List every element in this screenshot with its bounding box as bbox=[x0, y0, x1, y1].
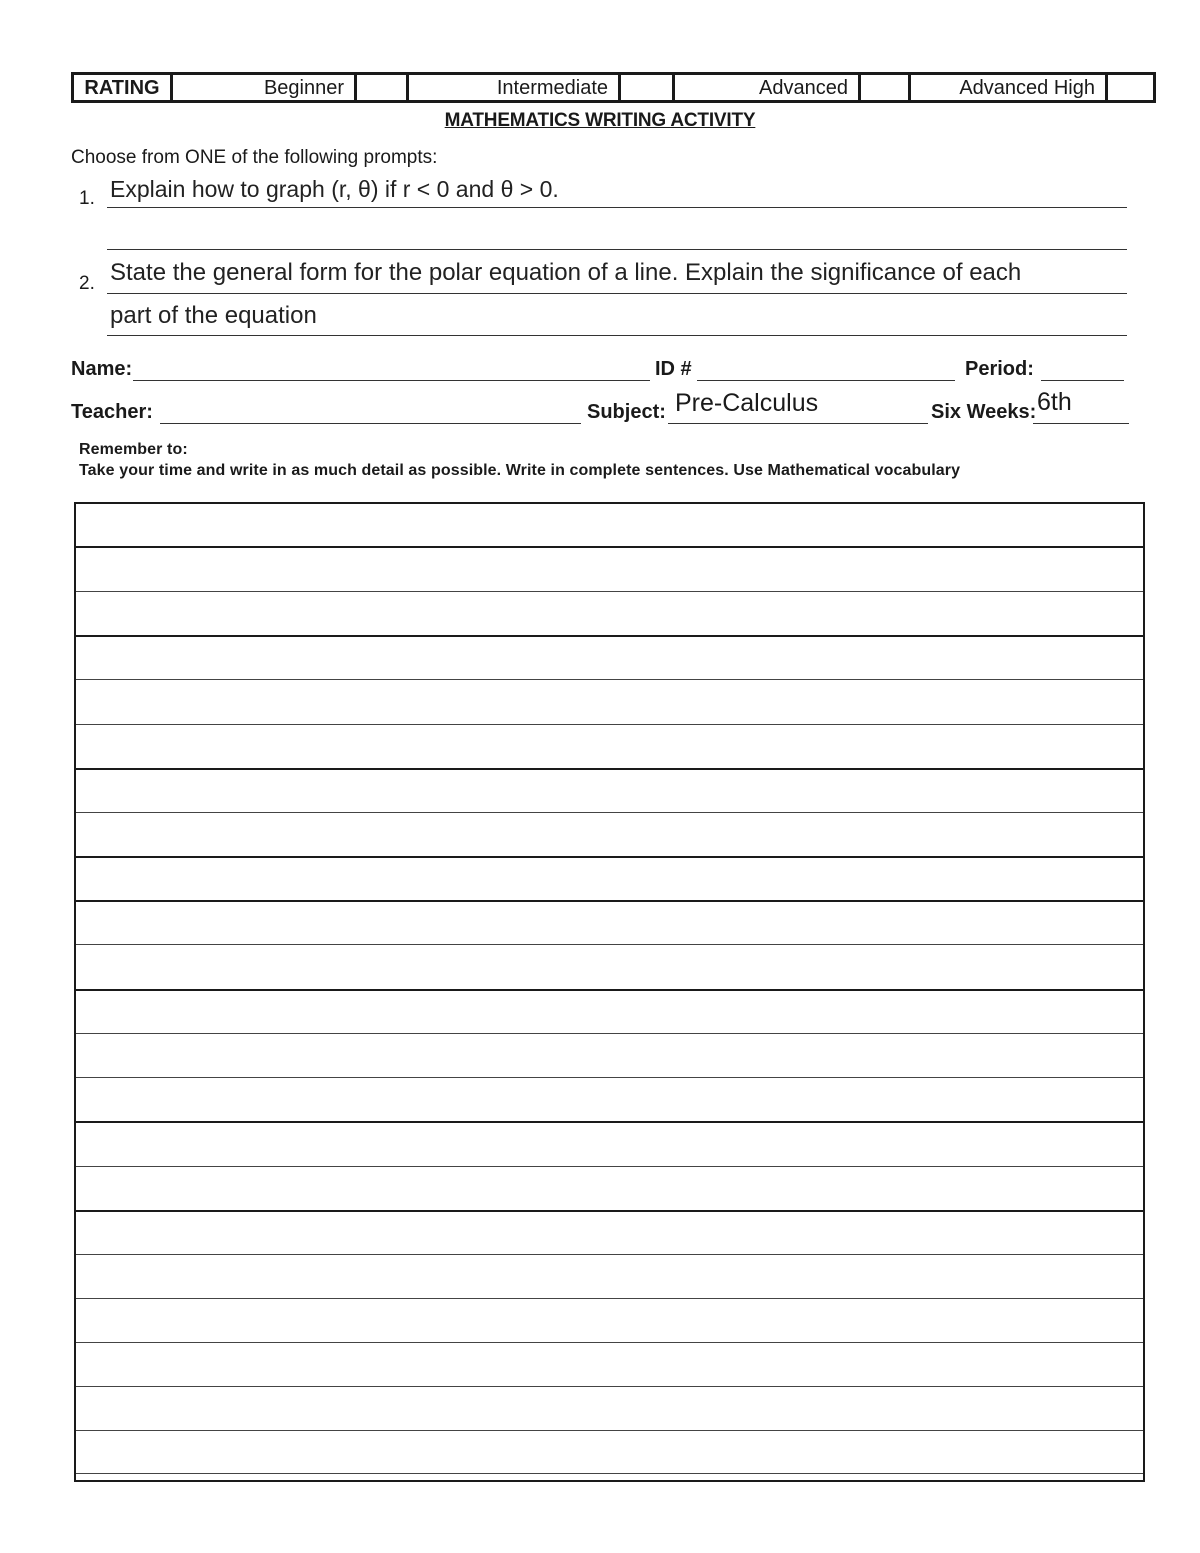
teacher-label: Teacher: bbox=[71, 401, 153, 423]
writing-line bbox=[76, 591, 1143, 592]
prompt-1-rule-2 bbox=[107, 249, 1127, 250]
writing-line bbox=[76, 546, 1143, 548]
rating-advanced: Advanced bbox=[675, 75, 861, 100]
prompt-2-line-2: part of the equation bbox=[110, 302, 317, 329]
six-weeks-field[interactable] bbox=[1033, 423, 1129, 424]
writing-line bbox=[76, 856, 1143, 858]
rating-advanced-high-checkbox[interactable] bbox=[1108, 75, 1153, 100]
writing-line bbox=[76, 812, 1143, 813]
rating-intermediate: Intermediate bbox=[409, 75, 621, 100]
rating-intermediate-checkbox[interactable] bbox=[621, 75, 675, 100]
rating-table bbox=[71, 72, 1156, 103]
writing-line bbox=[76, 1386, 1143, 1387]
writing-line bbox=[76, 635, 1143, 637]
writing-line bbox=[76, 1254, 1143, 1255]
prompt-2-rule-2 bbox=[107, 335, 1127, 336]
subject-field[interactable] bbox=[668, 423, 928, 424]
writing-line bbox=[76, 1298, 1143, 1299]
name-field[interactable] bbox=[133, 380, 650, 381]
prompt-1-rule-1 bbox=[107, 207, 1127, 208]
six-weeks-value: 6th bbox=[1037, 388, 1072, 416]
prompt-2-number: 2. bbox=[79, 273, 95, 294]
period-field[interactable] bbox=[1041, 380, 1124, 381]
instruction-text: Choose from ONE of the following prompts: bbox=[71, 147, 438, 168]
writing-line bbox=[76, 1166, 1143, 1167]
writing-line bbox=[76, 679, 1143, 680]
reminder-heading: Remember to: bbox=[79, 441, 188, 458]
writing-line bbox=[76, 1077, 1143, 1078]
writing-line bbox=[76, 1210, 1143, 1212]
writing-line bbox=[76, 989, 1143, 991]
writing-line bbox=[76, 1033, 1143, 1034]
writing-line bbox=[76, 768, 1143, 770]
page-title: MATHEMATICS WRITING ACTIVITY bbox=[444, 110, 756, 131]
writing-area[interactable] bbox=[74, 502, 1145, 1482]
prompt-1-line-1: Explain how to graph (r, θ) if r < 0 and θ > 0. bbox=[110, 176, 559, 202]
subject-value: Pre-Calculus bbox=[675, 389, 819, 417]
writing-line bbox=[76, 1473, 1143, 1474]
rating-advanced-high: Advanced High bbox=[911, 75, 1108, 100]
rating-label: RATING bbox=[74, 75, 173, 100]
rating-beginner: Beginner bbox=[173, 75, 357, 100]
writing-line bbox=[76, 1121, 1143, 1123]
id-label: ID # bbox=[655, 358, 692, 380]
subject-label: Subject: bbox=[587, 401, 666, 423]
period-label: Period: bbox=[965, 358, 1034, 380]
prompt-2-rule-1 bbox=[107, 293, 1127, 294]
six-weeks-label: Six Weeks: bbox=[931, 401, 1037, 423]
writing-line bbox=[76, 1430, 1143, 1431]
writing-line bbox=[76, 724, 1143, 725]
rating-beginner-checkbox[interactable] bbox=[357, 75, 409, 100]
id-field[interactable] bbox=[697, 380, 955, 381]
reminder-text: Take your time and write in as much detail as possible. Write in complete sentences. Use Mathematical vocabulary bbox=[79, 462, 961, 479]
rating-advanced-checkbox[interactable] bbox=[861, 75, 911, 100]
writing-line bbox=[76, 1342, 1143, 1343]
name-label: Name: bbox=[71, 358, 133, 380]
prompt-2-line-1: State the general form for the polar equation of a line. Explain the significance of each bbox=[110, 259, 1022, 286]
teacher-field[interactable] bbox=[160, 423, 581, 424]
prompt-1-number: 1. bbox=[79, 188, 95, 209]
writing-line bbox=[76, 900, 1143, 902]
writing-line bbox=[76, 944, 1143, 945]
